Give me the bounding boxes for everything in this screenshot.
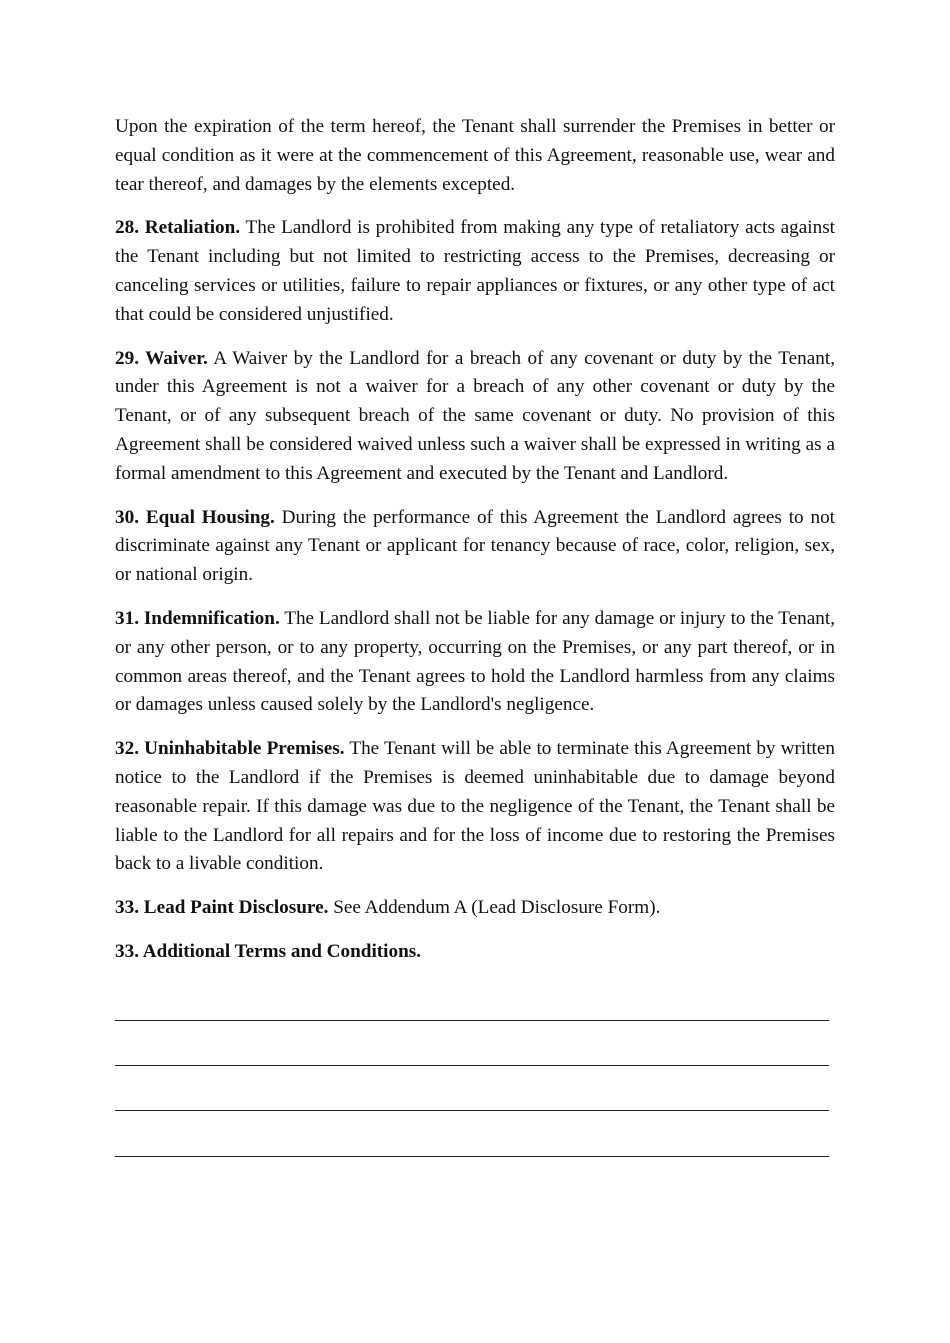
additional-terms-blank-lines: [115, 991, 835, 1157]
section-lead-paint-disclosure: [115, 894, 835, 923]
section-heading: 33. Lead Paint Disclosure.: [115, 897, 329, 919]
blank-fill-line[interactable]: [115, 991, 829, 1021]
section-equal-housing: [115, 504, 835, 590]
section-heading: 31. Indemnification.: [115, 607, 280, 629]
section-uninhabitable-premises: [115, 735, 835, 879]
section-additional-terms: [115, 938, 835, 967]
document-page: [115, 113, 835, 1172]
blank-fill-line[interactable]: [115, 1127, 829, 1157]
section-body: The Tenant will be able to terminate this Agreement by written notice to the Landlord if the Premises is deemed uninhabitable due to damage beyond reasonable repair. If this damage was due to the negligence of the Tenant, the Tenant shall be liable to the Landlord for all repairs and for the loss of income due to restoring the Premises back to a livable condition.: [115, 738, 835, 875]
section-body: See Addendum A (Lead Disclosure Form).: [328, 897, 661, 919]
section-heading: 32. Uninhabitable Premises.: [115, 738, 345, 760]
intro-paragraph: Upon the expiration of the term hereof, the Tenant shall surrender the Premises in better or equal condition as it were at the commencement of this Agreement, reasonable use, wear and tear thereof, and damages by the elements excepted.: [115, 116, 835, 195]
section-retaliation: [115, 214, 835, 329]
section-heading: 29. Waiver.: [115, 347, 208, 369]
section-body: The Landlord is prohibited from making any type of retaliatory acts against the Tenant including but not limited to restricting access to the Premises, decreasing or canceling services or utilities, failure to repair appliances or fixtures, or any other type of act that could be considered unjustified.: [115, 217, 835, 325]
section-heading: 30. Equal Housing.: [115, 506, 275, 528]
section-body: A Waiver by the Landlord for a breach of any covenant or duty by the Tenant, under this Agreement is not a waiver for a breach of any other covenant or duty by the Tenant, or of any subsequent breach of the same covenant or duty. No provision of this Agreement shall be considered waived unless such a waiver shall be expressed in writing as a formal amendment to this Agreement and executed by the Tenant and Landlord.: [115, 347, 835, 484]
section-body: During the performance of this Agreement the Landlord agrees to not discriminate against any Tenant or applicant for tenancy because of race, color, religion, sex, or national origin.: [115, 506, 835, 586]
section-heading: 33. Additional Terms and Conditions.: [115, 940, 422, 962]
section-waiver: [115, 345, 835, 489]
section-heading: 28. Retaliation.: [115, 217, 241, 239]
blank-fill-line[interactable]: [115, 1082, 829, 1112]
blank-fill-line[interactable]: [115, 1036, 829, 1066]
section-indemnification: [115, 605, 835, 720]
section-body: The Landlord shall not be liable for any damage or injury to the Tenant, or any other person, or to any property, occurring on the Premises, or any part thereof, or in common areas thereof, and the Tenant agrees to hold the Landlord harmless from any claims or damages unless caused solely by the Landlord's negligence.: [115, 607, 835, 716]
